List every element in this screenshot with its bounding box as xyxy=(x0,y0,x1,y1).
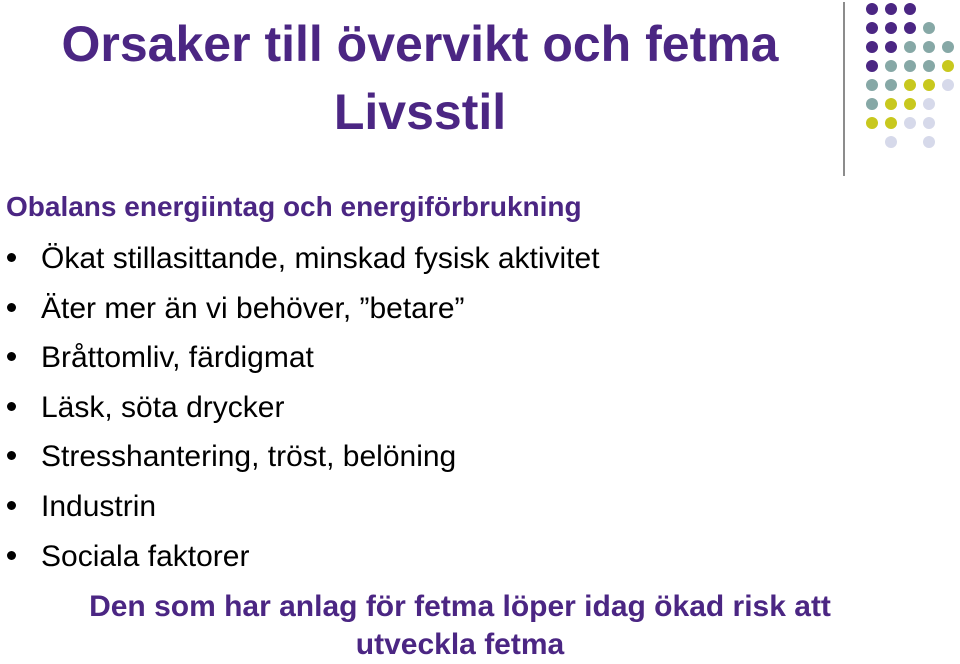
dot-purple xyxy=(904,3,916,15)
dot-lavender xyxy=(885,136,897,148)
bullet-dot-icon xyxy=(7,451,16,460)
divider-line xyxy=(843,2,845,176)
bullet-item: Industrin xyxy=(0,484,600,534)
footer-statement xyxy=(0,588,920,664)
dot-yellow xyxy=(923,79,935,91)
dot-teal xyxy=(942,41,954,53)
bullet-item: Ökat stillasittande, minskad fysisk aktivitet xyxy=(0,236,600,286)
dot-yellow xyxy=(885,117,897,129)
dot-teal xyxy=(885,79,897,91)
bullet-dot-icon xyxy=(7,551,16,560)
dot-yellow xyxy=(904,79,916,91)
dot-yellow xyxy=(866,117,878,129)
slide-title: Orsaker till övervikt och fetma xyxy=(61,16,779,72)
dot-teal xyxy=(866,98,878,110)
dot-yellow xyxy=(885,98,897,110)
section-heading: Obalans energiintag och energiförbrukning xyxy=(6,191,582,222)
slide-subtitle: Livsstil xyxy=(333,84,507,140)
footer-line-2: utveckla fetma xyxy=(355,628,565,661)
dot-purple xyxy=(885,22,897,34)
bullet-item: Läsk, söta drycker xyxy=(0,385,600,435)
dot-teal xyxy=(904,41,916,53)
dot-teal xyxy=(923,41,935,53)
dot-purple xyxy=(866,3,878,15)
dot-yellow xyxy=(942,60,954,72)
dot-teal xyxy=(885,60,897,72)
bullet-item: Stresshantering, tröst, belöning xyxy=(0,434,600,484)
dot-lavender xyxy=(923,136,935,148)
bullet-dot-icon xyxy=(7,501,16,510)
dot-teal xyxy=(866,79,878,91)
bullet-item: Sociala faktorer xyxy=(0,534,600,584)
footer-line-1: Den som har anlag för fetma löper idag ökad risk att xyxy=(89,590,831,623)
bullet-dot-icon xyxy=(7,253,16,262)
dot-lavender xyxy=(942,79,954,91)
dot-lavender xyxy=(904,117,916,129)
dot-yellow xyxy=(904,98,916,110)
dot-purple xyxy=(904,22,916,34)
dot-teal xyxy=(923,22,935,34)
bullet-item: Äter mer än vi behöver, ”betare” xyxy=(0,286,600,336)
dot-purple xyxy=(866,41,878,53)
bullet-list xyxy=(0,236,600,583)
bullet-item: Bråttomliv, färdigmat xyxy=(0,335,600,385)
dot-purple xyxy=(866,60,878,72)
dot-lavender xyxy=(923,98,935,110)
dot-purple xyxy=(866,22,878,34)
dot-purple xyxy=(885,3,897,15)
bullet-dot-icon xyxy=(7,303,16,312)
dot-lavender xyxy=(923,117,935,129)
bullet-dot-icon xyxy=(7,402,16,411)
dot-purple xyxy=(885,41,897,53)
dot-teal xyxy=(904,60,916,72)
bullet-dot-icon xyxy=(7,352,16,361)
dot-teal xyxy=(923,60,935,72)
